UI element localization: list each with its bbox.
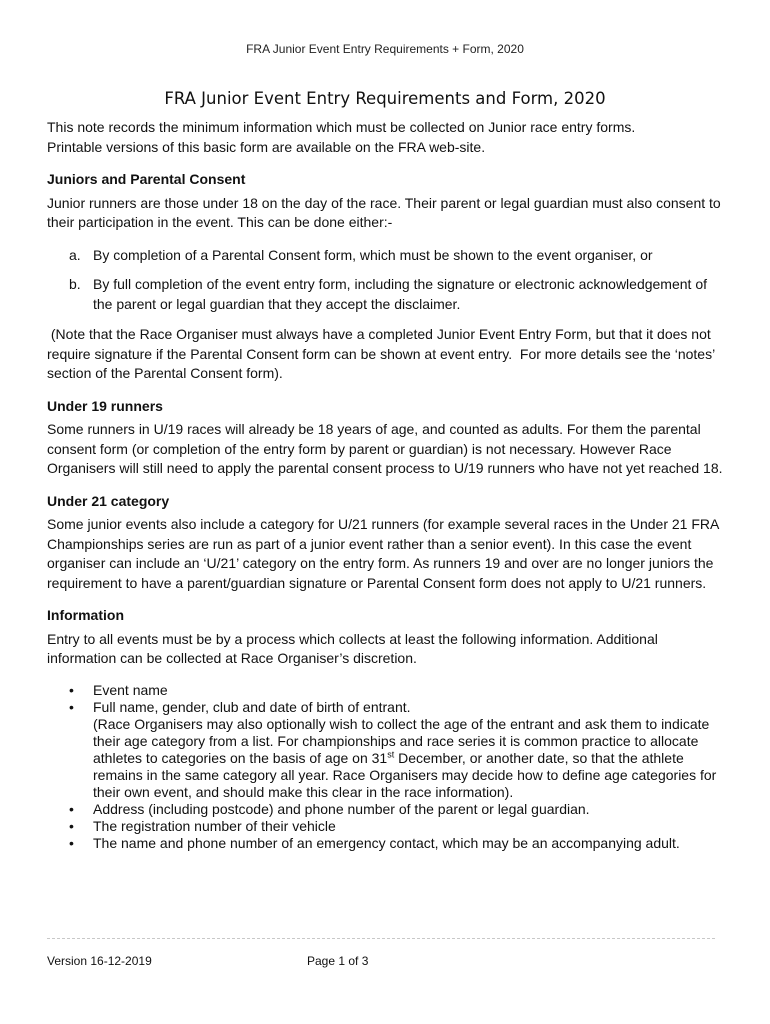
consent-options-list xyxy=(47,246,727,315)
consent-paragraph: Junior runners are those under 18 on the day of the race. Their parent or legal guardian must also consent to their participation in the event. This can be done either:- xyxy=(47,194,721,230)
list-item: • Address (including postcode) and phone number of the parent or legal guardian. xyxy=(69,800,590,817)
running-header: FRA Junior Event Entry Requirements + Form, 2020 xyxy=(246,42,524,56)
list-item: • Full name, gender, club and date of birth of entrant. (Race Organisers may also optionally wish to collect the age of the entrant and ask them to indicate their age category from a list. For championships and race series it is common practice to allocate athletes to categories on the basis of age on 31st December, or another date, so that the athlete remains in the same category all year. Race Organisers may decide how to define age categories for their own event, and should make this clear in the race information). xyxy=(69,698,717,800)
document-title: FRA Junior Event Entry Requirements and Form, 2020 xyxy=(164,89,606,108)
consent-option-b xyxy=(47,275,727,314)
footer-divider xyxy=(47,938,715,939)
age-category-note: (Race Organisers may also optionally wish to collect the age of the entrant and ask them to indicate their age category from a list. For championships and race series it is common practice to allocate athletes to categories on the basis of age on 31st December, or another date, so that the athlete remains in the same category all year. Race Organisers may decide how to define age categories for their own event, and should make this clear in the race information). xyxy=(93,715,717,800)
list-item: • The name and phone number of an emergency contact, which may be an accompanying adult. xyxy=(69,834,680,851)
intro-line-1: This note records the minimum information which must be collected on Junior race entry forms. xyxy=(47,119,636,135)
heading-juniors-consent: Juniors and Parental Consent xyxy=(47,171,246,187)
bullet-icon: • xyxy=(69,834,74,851)
bullet-icon: • xyxy=(69,698,74,715)
list-item: • The registration number of their vehicle xyxy=(69,817,336,834)
option-text: By completion of a Parental Consent form, which must be shown to the event organiser, or xyxy=(93,246,653,263)
consent-note: (Note that the Race Organiser must always have a completed Junior Event Entry Form, but that it does not require signature if the Parental Consent form can be shown at event entry. For more details see the ‘notes’ section of the Parental Consent form). xyxy=(47,326,719,381)
list-item: • Event name xyxy=(69,681,168,698)
footer-page-number: Page 1 of 3 xyxy=(307,954,369,968)
document-body xyxy=(47,118,727,852)
consent-option-a xyxy=(47,246,727,266)
bullet-icon: • xyxy=(69,800,74,817)
required-information-list xyxy=(47,682,727,852)
option-marker: b. xyxy=(69,276,81,292)
footer-version: Version 16-12-2019 xyxy=(47,954,152,968)
option-marker: a. xyxy=(69,246,81,263)
under-21-paragraph: Some junior events also include a category for U/21 runners (for example several races in the Under 21 FRA Championships series are run as part of a junior event rather than a senior event). In this case the event organiser can include an ‘U/21’ category on the entry form. As runners 19 and over are no longer juniors the requirement to have a parent/guardian signature or Parental Consent form does not apply to U/21 runners. xyxy=(47,516,719,591)
bullet-icon: • xyxy=(69,681,74,698)
under-19-paragraph: Some runners in U/19 races will already be 18 years of age, and counted as adults. For them the parental consent form (or completion of the entry form by parent or guardian) is not necessary. However Race Organisers will still need to apply the parental consent process to U/19 runners who have not yet reached 18. xyxy=(47,421,723,476)
heading-information: Information xyxy=(47,607,124,623)
option-text: By full completion of the event entry form, including the signature or electronic acknowledgement of the parent or legal guardian that they accept the disclaimer. xyxy=(93,276,707,312)
heading-under-21: Under 21 category xyxy=(47,492,170,509)
bullet-icon: • xyxy=(69,817,74,834)
information-paragraph: Entry to all events must be by a process which collects at least the following information. Additional information can be collected at Race Organiser’s discretion. xyxy=(47,630,658,666)
intro-line-2: Printable versions of this basic form are available on the FRA web-site. xyxy=(47,138,486,155)
heading-under-19: Under 19 runners xyxy=(47,397,163,414)
